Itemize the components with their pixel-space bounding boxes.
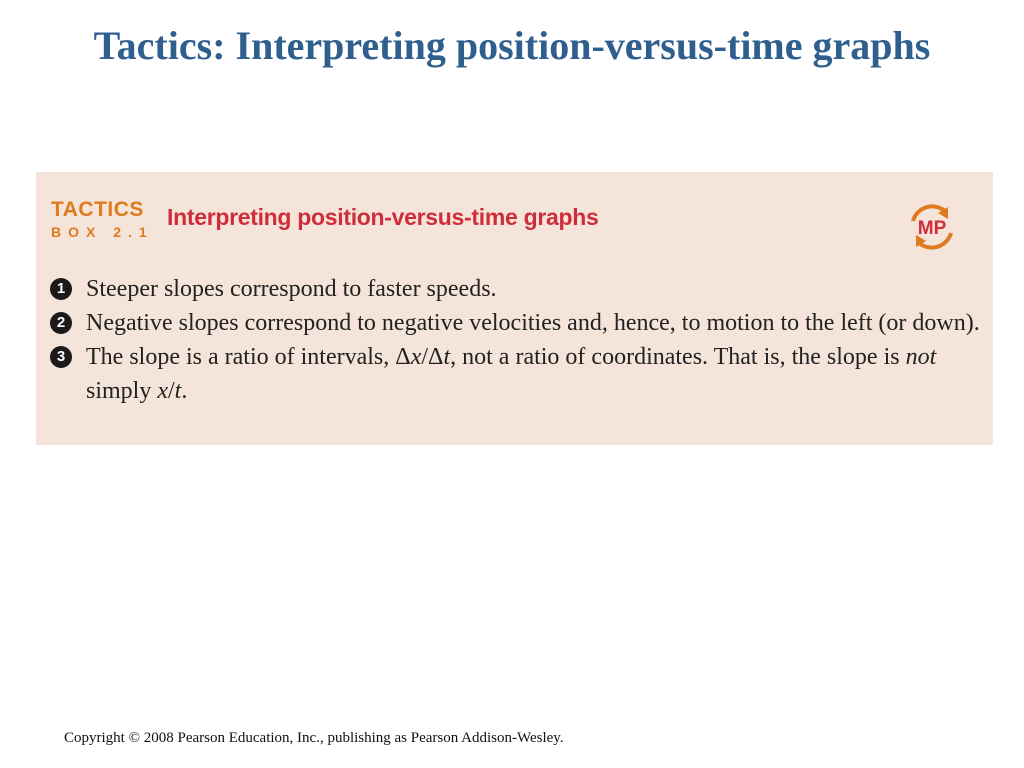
tactic-item [50, 340, 980, 408]
tactic-number-badge: 2 [50, 312, 72, 334]
slide-title: Tactics: Interpreting position-versus-time graphs [93, 23, 931, 68]
tactics-box [36, 172, 993, 445]
tactic-text: Steeper slopes correspond to faster speeds. [86, 276, 497, 302]
tactics-label-word: TACTICS [51, 198, 144, 221]
mp-badge-text: MP [917, 218, 947, 239]
tactic-list [50, 272, 980, 408]
copyright-footer: Copyright © 2008 Pearson Education, Inc., publishing as Pearson Addison-Wesley. [64, 730, 564, 746]
tactic-number-badge: 3 [50, 346, 72, 368]
tactics-box-number: BOX 2.1 [51, 224, 154, 240]
tactic-text: The slope is a ratio of intervals, Δx/Δt, not a ratio of coordinates. That is, the slope is not simply x/t. [86, 344, 937, 404]
mp-cycle-icon [904, 199, 960, 255]
tactics-box-heading: Interpreting position-versus-time graphs [167, 204, 599, 230]
tactic-number-badge: 1 [50, 278, 72, 300]
tactic-text: Negative slopes correspond to negative velocities and, hence, to motion to the left (or down). [86, 310, 980, 336]
tactics-box-label [51, 198, 154, 242]
tactic-item [50, 272, 980, 306]
tactic-item [50, 306, 980, 340]
